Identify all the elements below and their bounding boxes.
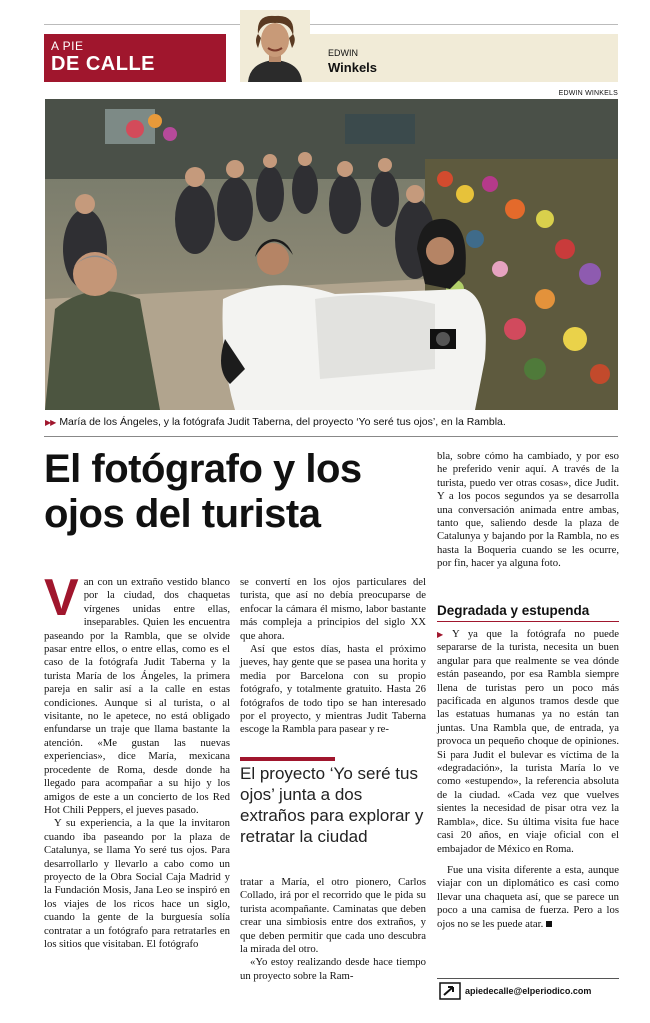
paragraph: «Yo estoy realizando desde hace tiempo un proyecto sobre la Ram-	[240, 956, 426, 982]
author-last-name: Winkels	[328, 60, 378, 75]
article-column-3-bottom	[437, 628, 619, 931]
paragraph: Y ya que la fotógrafa no puede separarse de la turista, necesita un buen angular para que realmente se vea dónde están paseando, por esa Rambla siempre llena de turistas pero un poco más pacificada en algunos tramos desde que las estatuas humanas ya no están tan juntas. Una Rambla que, de entrada, ya provoca un pequeño choque de opiniones. Si para Judit el bulevar es víctima de la «degradación», la turista María lo ve como «estupendo», la referencia absoluta de la ciudad. «Cada vez que vuelves sientes la necesidad de pisar otra vez la Rambla», dice. Su última visita fue hace casi 20 años, en viaje oficial con el embajador de México en Roma.	[437, 628, 619, 855]
email-rule	[437, 978, 619, 979]
photo-credit: EDWIN WINKELS	[558, 90, 618, 97]
section-title: DE CALLE	[51, 53, 155, 75]
paragraph: se convertí en los ojos particulares del turista, que así no debía preocuparse de enfocar la cámara él mismo, labor bastante más compleja a principios del siglo XX que ahora.	[240, 576, 426, 642]
caption-text: María de los Ángeles, y la fotógrafa Judit Taberna, del proyecto ‘Yo seré tus ojos’, en la Rambla.	[59, 416, 506, 428]
paragraph: Fue una visita diferente a esta, aunque viajar con un diplomático es casi como llevar una chaqueta así, que se parece un poco a una camisa de fuerza. Pero a los ojos no se les puede atar.	[437, 863, 619, 930]
subheading-rule	[437, 621, 619, 622]
bullet-arrow-icon: ▶	[437, 630, 449, 639]
article-column-2-top	[240, 576, 426, 737]
paragraph: an con un extraño vestido blanco por la ciudad, dos chaquetas vírgenes unidas entre ellas, inseparables. Quien les encuentra paseando por la Rambla, que se olvide pasar entre ellos, o entre ellas, como es el caso de la fotógrafa Judit Taberna y la turista María de los Ángeles, la primera pareja en salir así a la calle en estas condiciones. Aunque si al turista, o al visitante, no le apetece, no está obligado enfundarse un traje que llama bastante la atención. «Me gustan las nuevas experiencias», dice María, mexicana procedente de Roma, desde donde ha llegado para acompañar a su hijo y los amigos de este a un concierto de los Red Hot Chili Peppers, el jueves pasado.	[44, 576, 230, 816]
article-column-3-top	[437, 450, 619, 571]
section-kicker: A PIE	[51, 39, 84, 53]
article-column-1	[44, 569, 230, 951]
paragraph: Y su experiencia, a la que la invitaron cuando iba paseando por la plaza de Catalunya, se llama Yo seré tus ojos. Para desarrollarlo y llevarlo a cabo como un proyecto de la Obra Social Caja Madrid y la Fundación Mosis, Jana Leo se inspiró en los viajes de los ricos hace un siglo, cuando la gente de la burguesía solía contratar a un fotógrafo para retratarles en los sitios que visitaban. El fotógrafo	[44, 817, 230, 950]
section-label	[44, 34, 226, 82]
dropcap: V	[44, 569, 79, 627]
pullquote: El proyecto ‘Yo seré tus ojos’ junta a dos extraños para explorar y retratar la ciudad	[240, 764, 424, 846]
paragraph: Así que estos días, hasta el próximo jueves, hay gente que se pasea una horita y media por Barcelona con su propio fotógrafo, y totalmente gratuito. Hasta 26 fotógrafos de todo tipo se han interesado por el proyecto, y mientras Judit Taberna escoge la Rambla para pasear y re-	[240, 643, 426, 736]
headline: El fotógrafo y los ojos del turista	[44, 447, 362, 536]
paragraph: tratar a María, el otro pionero, Carlos Collado, irá por el recorrido que le pida su turista acompañante. Caminatas que deben crear una simbiosis entre dos extraños, y que deben permitir que cada uno descubra la mirada del otro.	[240, 876, 426, 956]
photo-caption	[45, 416, 618, 429]
contact-email[interactable]: apiedecalle@elperiodico.com	[465, 986, 592, 996]
article-column-2-bottom	[240, 876, 426, 983]
subheading: Degradada y estupenda	[437, 603, 590, 618]
paragraph: bla, sobre cómo ha cambiado, y por eso he preferido venir aquí. A través de la turista, puedo ver otras cosas», dice Judit. Y a los pocos segundos ya se desarrolla una conversación animada entre ambas, tanto que, saliendo desde la plaza de Catalunya y bajando por la Rambla, no es hasta la Boqueria cuando se les ocurre, por fin, hacer ya alguna foto.	[437, 450, 619, 570]
end-of-article-icon	[546, 921, 552, 927]
author-first-name: EDWIN	[328, 48, 358, 58]
author-portrait	[240, 10, 310, 82]
caption-arrow-icon: ▶▶	[45, 418, 56, 427]
caption-rule	[44, 436, 618, 437]
main-photo	[45, 99, 618, 410]
contact-row	[437, 981, 619, 1003]
mail-arrow-icon	[439, 982, 461, 1005]
pullquote-bar	[240, 757, 335, 761]
top-rule	[44, 24, 618, 25]
